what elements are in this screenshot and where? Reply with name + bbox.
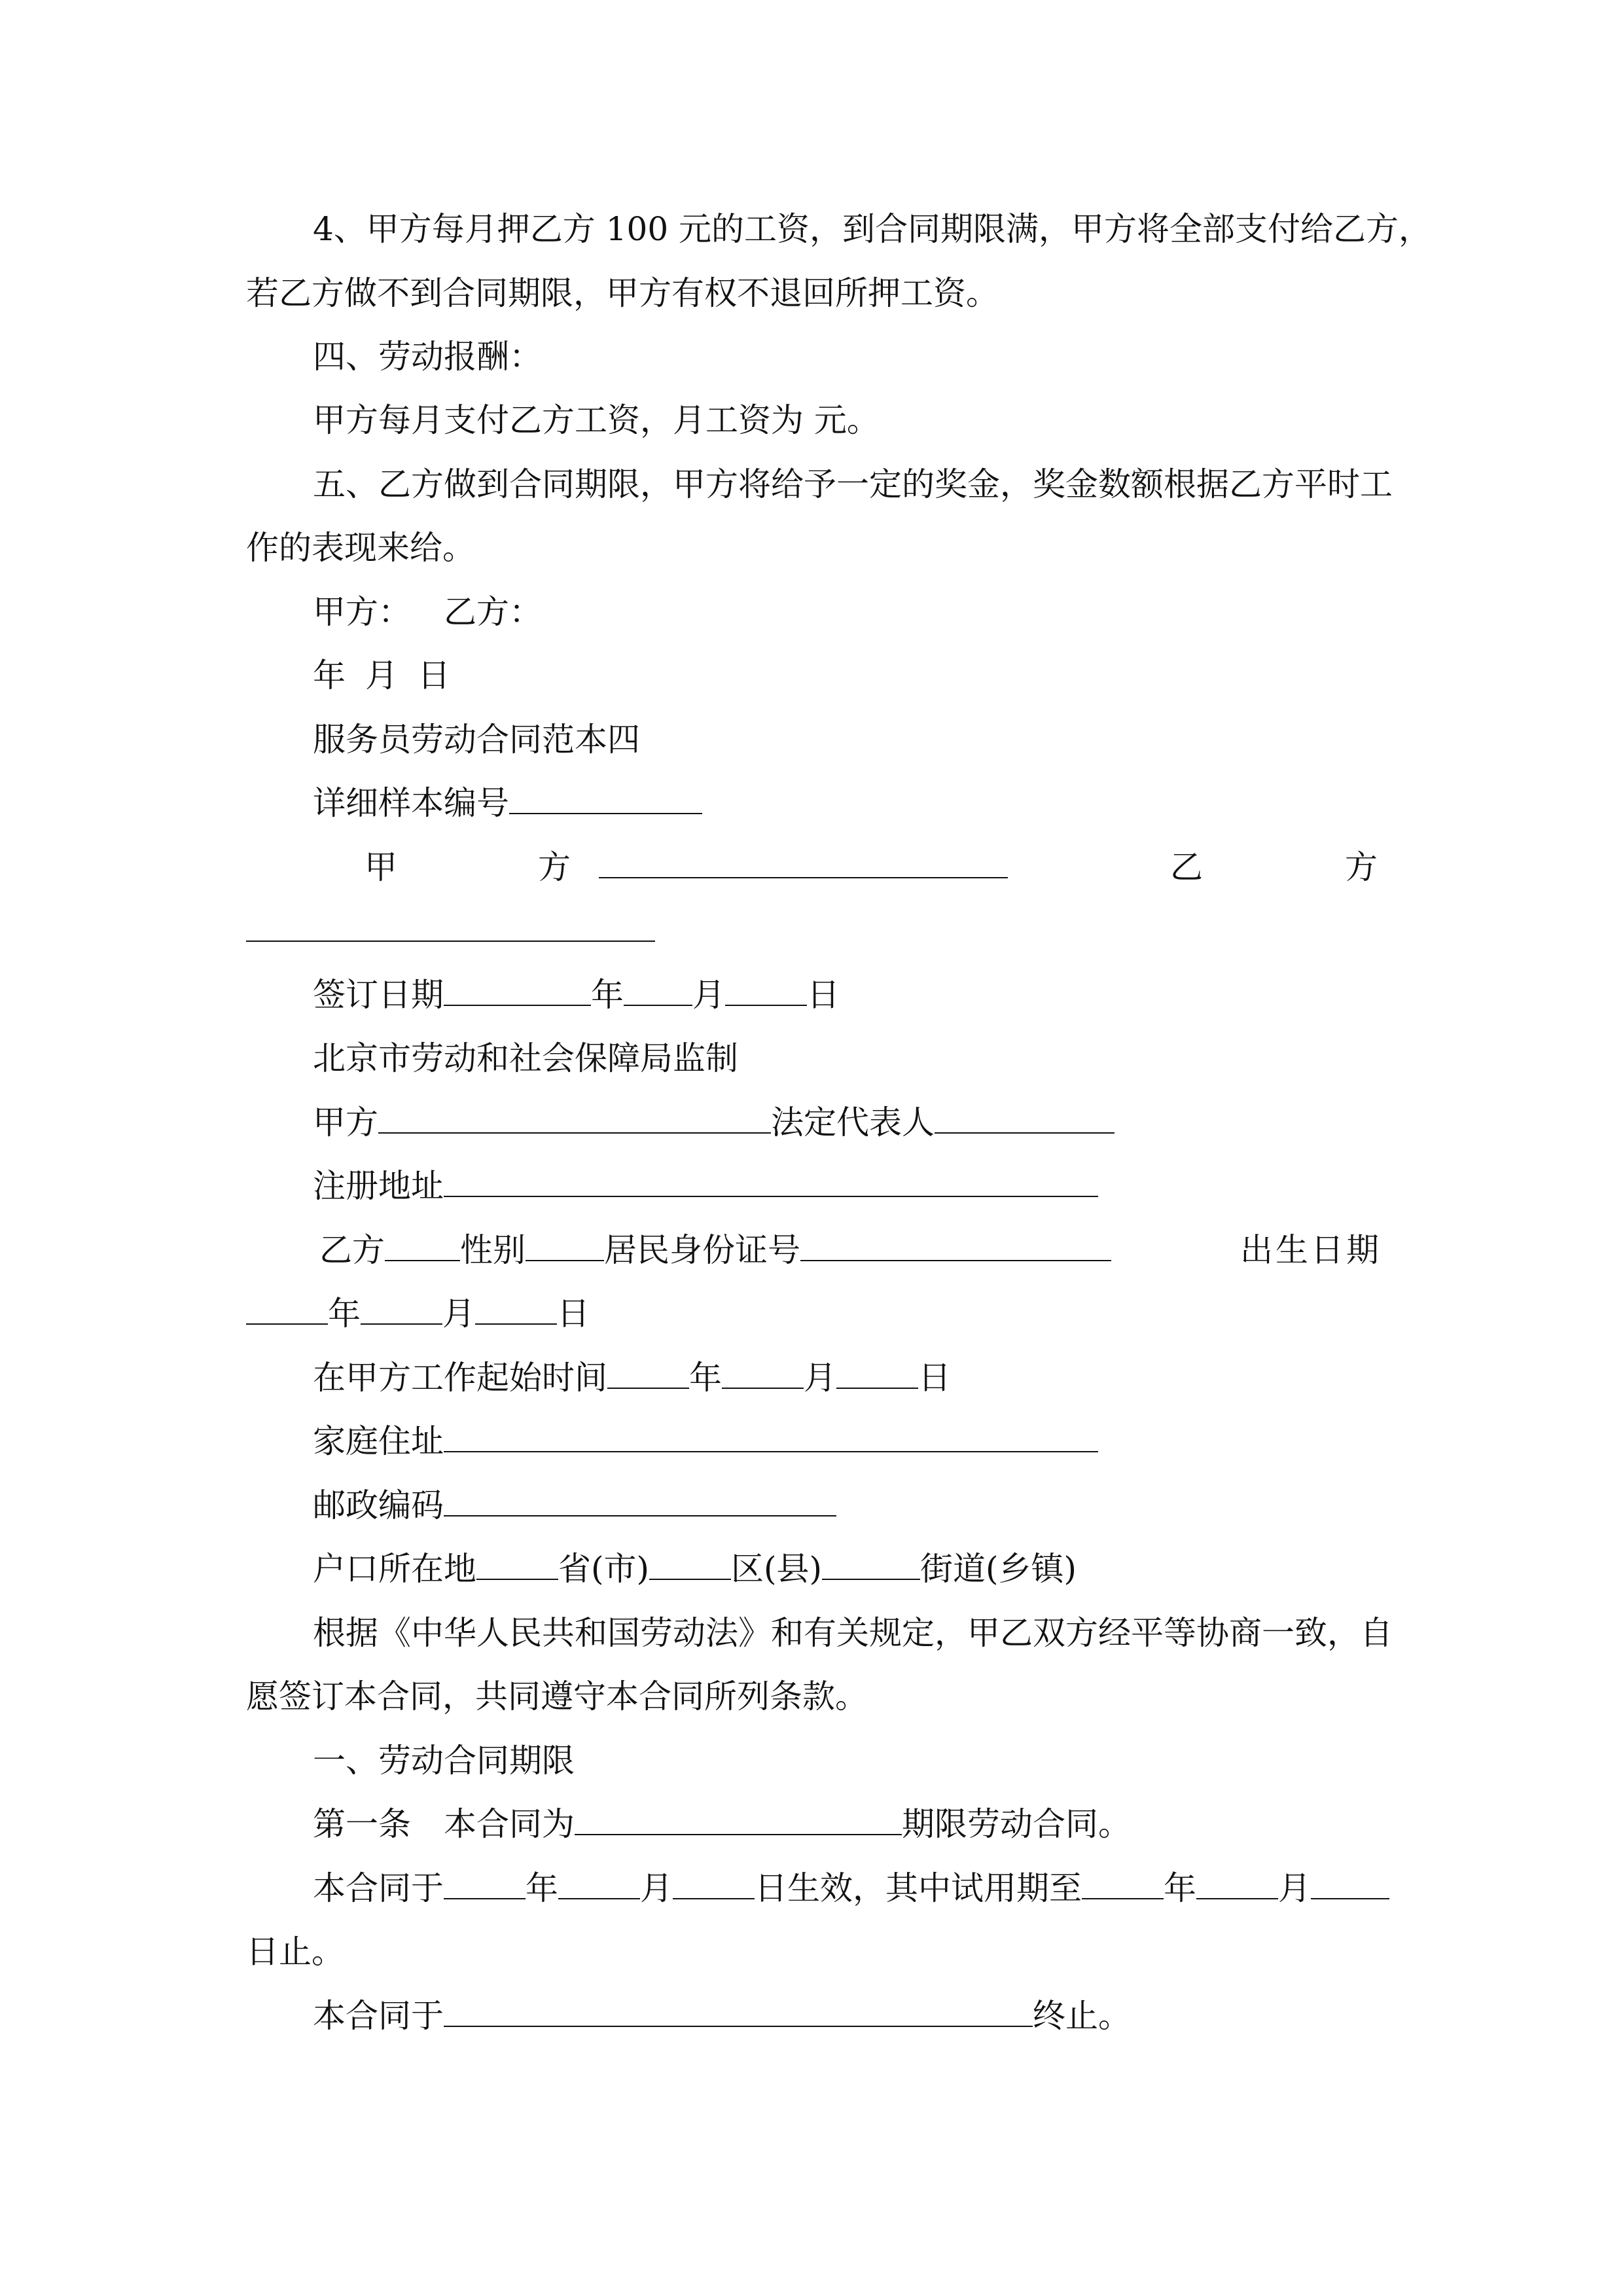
- postcode-line: [313, 1486, 836, 1525]
- birth-month-blank: [361, 1295, 442, 1325]
- termination-date-blank: [444, 1997, 1033, 2027]
- id-number-blank: [800, 1231, 1111, 1261]
- street-label: 街道(乡镇): [920, 1550, 1077, 1588]
- section-5-line-2: 作的表现来给。: [246, 529, 475, 567]
- work-start-year-blank: [607, 1359, 689, 1389]
- party-a-blank: [378, 1103, 771, 1134]
- probation-month-blank: [1196, 1869, 1278, 1899]
- work-start-label: 在甲方工作起始时间: [313, 1359, 607, 1397]
- birth-date-label: 出生日期: [1240, 1231, 1382, 1269]
- year-label: 年: [313, 656, 346, 694]
- home-address-line: [313, 1422, 1098, 1461]
- birth-day-blank: [475, 1295, 557, 1325]
- probation-day-blank: [1311, 1869, 1389, 1899]
- probation-label: 日生效，其中试用期至: [755, 1869, 1082, 1907]
- month-label: 月: [442, 1295, 475, 1333]
- sign-day-blank: [725, 976, 807, 1006]
- party-b-info-line: [319, 1230, 1111, 1270]
- sample-number-line: [313, 783, 702, 823]
- street-blank: [822, 1550, 920, 1580]
- termination-line: [313, 1996, 1131, 2036]
- month-label: 月: [640, 1869, 673, 1907]
- date-line: [313, 656, 450, 695]
- effective-month-blank: [558, 1869, 640, 1899]
- template-title: 服务员劳动合同范本四: [313, 721, 640, 759]
- termination-suffix: 终止。: [1033, 1997, 1131, 2035]
- sign-party-b-label: 乙方：: [444, 593, 542, 631]
- sign-party-a-label: 甲方：: [313, 593, 411, 631]
- district-label: 区(县): [731, 1550, 823, 1588]
- year-label: 年: [689, 1359, 722, 1397]
- effective-label: 本合同于: [313, 1869, 444, 1907]
- sign-date-line: [313, 975, 840, 1014]
- month-label: 月: [804, 1359, 836, 1397]
- province-blank: [476, 1550, 558, 1580]
- month-label: 月: [365, 656, 398, 694]
- day-label: 日: [418, 656, 450, 694]
- party-b-name-blank: [246, 912, 655, 942]
- id-number-label: 居民身份证号: [604, 1231, 800, 1269]
- clause-4-line-2: 若乙方做不到合同期限，甲方有权不退回所押工资。: [246, 274, 999, 312]
- sample-number-blank: [509, 784, 702, 814]
- registered-address-line: [313, 1166, 1098, 1206]
- article-1-suffix: 期限劳动合同。: [902, 1805, 1131, 1843]
- sign-month-blank: [624, 976, 692, 1006]
- article-1-line: [313, 1804, 1131, 1844]
- district-blank: [649, 1550, 731, 1580]
- work-start-line: [313, 1358, 951, 1397]
- sign-date-label: 签订日期: [313, 976, 444, 1014]
- basis-line-2: 愿签订本合同，共同遵守本合同所列条款。: [246, 1677, 868, 1715]
- party-a-label: 甲方: [313, 1103, 378, 1141]
- effective-day-blank: [673, 1869, 755, 1899]
- basis-line-1: 根据《中华人民共和国劳动法》和有关规定，甲乙双方经平等协商一致，自: [313, 1614, 1393, 1652]
- effective-end-line: 日止。: [246, 1933, 344, 1971]
- year-label: 年: [328, 1295, 361, 1333]
- supervisor-line: 北京市劳动和社会保障局监制: [313, 1039, 738, 1077]
- party-a-name-blank-wrap: [599, 848, 1008, 887]
- sample-number-label: 详细样本编号: [313, 784, 509, 822]
- hukou-label: 户口所在地: [313, 1550, 476, 1588]
- year-label: 年: [1164, 1869, 1196, 1907]
- probation-year-blank: [1082, 1869, 1164, 1899]
- work-start-day-blank: [836, 1359, 918, 1389]
- year-label: 年: [526, 1869, 558, 1907]
- legal-rep-label: 法定代表人: [771, 1103, 935, 1141]
- effective-date-line: [313, 1869, 1389, 1908]
- postcode-blank: [444, 1486, 836, 1516]
- gender-blank: [526, 1231, 604, 1261]
- registered-address-label: 注册地址: [313, 1167, 444, 1205]
- effective-year-blank: [444, 1869, 526, 1899]
- home-address-blank: [444, 1422, 1098, 1452]
- day-label: 日: [918, 1359, 951, 1397]
- termination-label: 本合同于: [313, 1997, 444, 2035]
- party-b-char-2: 方: [1345, 848, 1378, 886]
- party-a-char-1: 甲: [365, 848, 397, 886]
- birth-date-line: [246, 1294, 590, 1333]
- party-a-char-2: 方: [538, 848, 571, 886]
- section-1-title: 一、劳动合同期限: [313, 1742, 575, 1780]
- birth-year-blank: [246, 1295, 328, 1325]
- section-5-line-1: 五、乙方做到合同期限，甲方将给予一定的奖金，奖金数额根据乙方平时工: [313, 465, 1393, 503]
- work-start-month-blank: [722, 1359, 804, 1389]
- clause-4-line-1: 4、甲方每月押乙方 100 元的工资，到合同期限满，甲方将全部支付给乙方，: [313, 210, 1432, 248]
- month-label: 月: [1278, 1869, 1311, 1907]
- party-a-name-blank: [599, 848, 1008, 878]
- hukou-line: [313, 1549, 1077, 1588]
- day-label: 日: [807, 976, 840, 1014]
- party-b-char-1: 乙: [1170, 848, 1203, 886]
- registered-address-blank: [444, 1167, 1098, 1197]
- contract-term-type-blank: [575, 1805, 902, 1835]
- party-b-label: 乙方: [319, 1231, 385, 1269]
- section-4-title: 四、劳动报酬：: [313, 338, 542, 376]
- signature-line: [313, 592, 542, 632]
- party-b-name-blank-wrap: [246, 911, 655, 950]
- day-label: 日: [557, 1295, 590, 1333]
- legal-rep-blank: [935, 1103, 1115, 1134]
- postcode-label: 邮政编码: [313, 1486, 444, 1524]
- section-4-body: 甲方每月支付乙方工资，月工资为 元。: [313, 401, 880, 439]
- party-a-info-line: [313, 1103, 1115, 1142]
- home-address-label: 家庭住址: [313, 1422, 444, 1460]
- article-1-label: 第一条 本合同为: [313, 1805, 575, 1843]
- province-label: 省(市): [558, 1550, 650, 1588]
- gender-label: 性别: [460, 1231, 526, 1269]
- year-label: 年: [591, 976, 624, 1014]
- month-label: 月: [692, 976, 725, 1014]
- party-b-blank: [385, 1231, 460, 1261]
- sign-year-blank: [444, 976, 591, 1006]
